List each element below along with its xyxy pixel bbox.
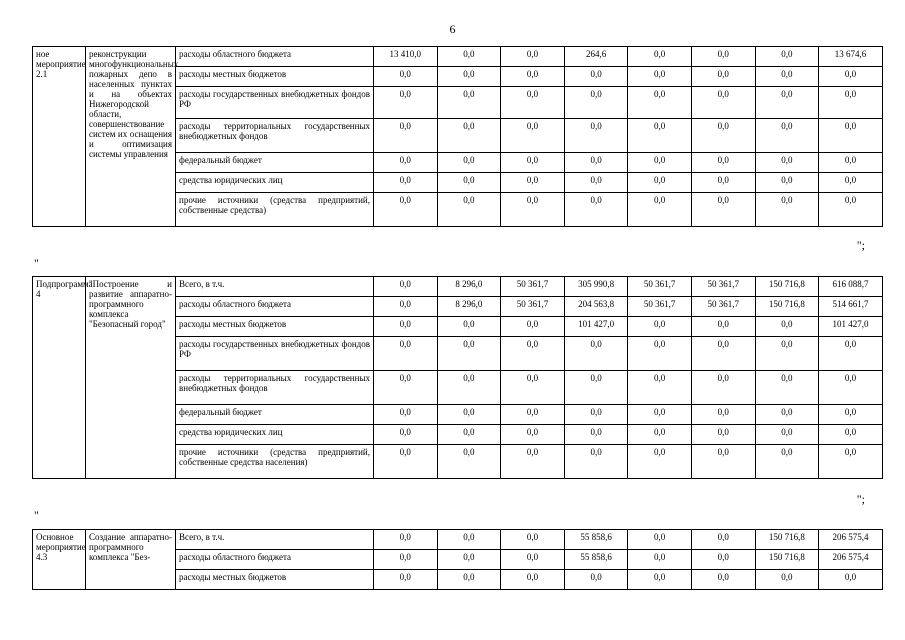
amount-cell: 0,0: [564, 153, 628, 173]
amount-cell: 0,0: [501, 425, 565, 445]
amount-cell: 0,0: [374, 67, 438, 87]
amount-cell: 0,0: [564, 67, 628, 87]
amount-cell: 0,0: [755, 371, 819, 405]
amount-cell: 0,0: [437, 550, 501, 570]
funding-source-label: Всего, в т.ч.: [176, 530, 374, 550]
amount-cell: 0,0: [564, 371, 628, 405]
amount-cell: 0,0: [501, 550, 565, 570]
amount-cell: 0,0: [437, 67, 501, 87]
funding-source-label: федеральный бюджет: [176, 153, 374, 173]
amount-cell: 0,0: [564, 405, 628, 425]
amount-cell: 0,0: [374, 405, 438, 425]
amount-cell: 514 661,7: [819, 297, 883, 317]
funding-source-label: расходы территориальных государственных внебюджетных фондов: [176, 119, 374, 153]
amount-cell: 0,0: [374, 530, 438, 550]
funding-source-label: средства юридических лиц: [176, 173, 374, 193]
amount-cell: 0,0: [691, 173, 755, 193]
amount-cell: 8 296,0: [437, 277, 501, 297]
amount-cell: 0,0: [564, 173, 628, 193]
amount-cell: 0,0: [628, 570, 692, 590]
amount-cell: 0,0: [819, 445, 883, 479]
amount-cell: 150 716,8: [755, 297, 819, 317]
amount-cell: 0,0: [564, 570, 628, 590]
amount-cell: 0,0: [374, 119, 438, 153]
amount-cell: 0,0: [755, 47, 819, 67]
program-description-cell: реконструкции многофункциональных пожарных депо в населенных пунктах и на объектах Нижегородской области, совершенствование систем их оснащения и оптимизация системы управления: [86, 47, 176, 227]
amount-cell: 50 361,7: [691, 297, 755, 317]
table-row: [33, 530, 883, 550]
amount-cell: 0,0: [628, 153, 692, 173]
closing-quote: ";: [856, 238, 865, 252]
amount-cell: 0,0: [691, 425, 755, 445]
amount-cell: 0,0: [437, 153, 501, 173]
amount-cell: 0,0: [691, 405, 755, 425]
amount-cell: 0,0: [564, 425, 628, 445]
funding-source-label: расходы местных бюджетов: [176, 317, 374, 337]
amount-cell: 204 563,8: [564, 297, 628, 317]
amount-cell: 0,0: [691, 530, 755, 550]
amount-cell: 0,0: [628, 193, 692, 227]
amount-cell: 0,0: [628, 173, 692, 193]
amount-cell: 0,0: [564, 119, 628, 153]
amount-cell: 0,0: [691, 317, 755, 337]
amount-cell: 0,0: [564, 87, 628, 119]
amount-cell: 0,0: [501, 153, 565, 173]
funding-source-label: расходы государственных внебюджетных фондов РФ: [176, 337, 374, 371]
funding-source-label: расходы местных бюджетов: [176, 67, 374, 87]
amount-cell: 0,0: [819, 67, 883, 87]
amount-cell: 0,0: [755, 445, 819, 479]
amount-cell: 0,0: [374, 445, 438, 479]
amount-cell: 0,0: [437, 445, 501, 479]
amount-cell: 0,0: [437, 337, 501, 371]
amount-cell: 0,0: [564, 193, 628, 227]
amount-cell: 0,0: [501, 317, 565, 337]
funding-source-label: расходы областного бюджета: [176, 297, 374, 317]
amount-cell: 0,0: [437, 47, 501, 67]
amount-cell: 305 990,8: [564, 277, 628, 297]
amount-cell: 0,0: [755, 153, 819, 173]
amount-cell: 0,0: [691, 337, 755, 371]
funding-source-label: расходы государственных внебюджетных фондов РФ: [176, 87, 374, 119]
amount-cell: 0,0: [819, 570, 883, 590]
closing-quote: ";: [856, 492, 865, 506]
amount-cell: 0,0: [501, 405, 565, 425]
amount-cell: 0,0: [564, 445, 628, 479]
amount-cell: 0,0: [819, 371, 883, 405]
amount-cell: 0,0: [628, 425, 692, 445]
amount-cell: 8 296,0: [437, 297, 501, 317]
funding-source-label: расходы областного бюджета: [176, 550, 374, 570]
program-description-cell: "Построение и развитие аппаратно-программного комплекса "Безопасный город": [86, 277, 176, 479]
amount-cell: 0,0: [819, 153, 883, 173]
amount-cell: 0,0: [628, 530, 692, 550]
amount-cell: 0,0: [628, 87, 692, 119]
opening-quote: ": [34, 508, 39, 522]
amount-cell: 0,0: [501, 445, 565, 479]
amount-cell: 0,0: [819, 337, 883, 371]
amount-cell: 13 674,6: [819, 47, 883, 67]
amount-cell: 0,0: [755, 173, 819, 193]
amount-cell: 206 575,4: [819, 530, 883, 550]
amount-cell: 0,0: [628, 445, 692, 479]
amount-cell: 0,0: [755, 67, 819, 87]
amount-cell: 0,0: [755, 193, 819, 227]
amount-cell: 0,0: [755, 425, 819, 445]
amount-cell: 0,0: [691, 47, 755, 67]
funding-source-label: федеральный бюджет: [176, 405, 374, 425]
amount-cell: 0,0: [819, 119, 883, 153]
amount-cell: 0,0: [437, 193, 501, 227]
amount-cell: 50 361,7: [501, 277, 565, 297]
amount-cell: 0,0: [691, 67, 755, 87]
amount-cell: 55 858,6: [564, 530, 628, 550]
amount-cell: 0,0: [501, 47, 565, 67]
program-name-cell: ное мероприятие 2.1: [33, 47, 86, 227]
amount-cell: 0,0: [437, 371, 501, 405]
table-row: [33, 277, 883, 297]
amount-cell: 0,0: [437, 570, 501, 590]
budget-table-subprogram-4: [32, 276, 883, 479]
opening-quote: ": [34, 256, 39, 270]
amount-cell: 0,0: [691, 371, 755, 405]
amount-cell: 0,0: [691, 153, 755, 173]
amount-cell: 0,0: [374, 317, 438, 337]
amount-cell: 150 716,8: [755, 277, 819, 297]
amount-cell: 0,0: [628, 405, 692, 425]
amount-cell: 0,0: [755, 405, 819, 425]
amount-cell: 0,0: [628, 371, 692, 405]
amount-cell: 0,0: [374, 87, 438, 119]
amount-cell: 0,0: [374, 277, 438, 297]
amount-cell: 0,0: [437, 87, 501, 119]
amount-cell: 0,0: [755, 317, 819, 337]
amount-cell: 0,0: [691, 87, 755, 119]
amount-cell: 0,0: [628, 550, 692, 570]
amount-cell: 0,0: [628, 317, 692, 337]
amount-cell: 0,0: [501, 371, 565, 405]
amount-cell: 0,0: [628, 67, 692, 87]
amount-cell: 0,0: [437, 317, 501, 337]
amount-cell: 0,0: [819, 193, 883, 227]
amount-cell: 0,0: [374, 193, 438, 227]
amount-cell: 0,0: [437, 119, 501, 153]
amount-cell: 0,0: [819, 87, 883, 119]
amount-cell: 0,0: [374, 371, 438, 405]
amount-cell: 0,0: [501, 119, 565, 153]
amount-cell: 0,0: [374, 550, 438, 570]
amount-cell: 0,0: [374, 425, 438, 445]
amount-cell: 0,0: [819, 425, 883, 445]
amount-cell: 0,0: [755, 87, 819, 119]
amount-cell: 0,0: [501, 570, 565, 590]
amount-cell: 206 575,4: [819, 550, 883, 570]
amount-cell: 0,0: [437, 173, 501, 193]
amount-cell: 50 361,7: [628, 297, 692, 317]
budget-table-activity-2-1: [32, 46, 883, 227]
amount-cell: 50 361,7: [691, 277, 755, 297]
amount-cell: 0,0: [691, 193, 755, 227]
amount-cell: 0,0: [755, 119, 819, 153]
budget-table-activity-4-3: [32, 529, 883, 590]
amount-cell: 0,0: [691, 550, 755, 570]
amount-cell: 0,0: [501, 337, 565, 371]
funding-source-label: расходы местных бюджетов: [176, 570, 374, 590]
amount-cell: 0,0: [628, 119, 692, 153]
table-row: [33, 47, 883, 67]
program-description-cell: Создание аппаратно-программного комплекса "Без-: [86, 530, 176, 590]
amount-cell: 101 427,0: [819, 317, 883, 337]
amount-cell: 0,0: [819, 405, 883, 425]
funding-source-label: прочие источники (средства предприятий, собственные средства): [176, 193, 374, 227]
amount-cell: 0,0: [691, 445, 755, 479]
amount-cell: 264,6: [564, 47, 628, 67]
amount-cell: 0,0: [437, 530, 501, 550]
amount-cell: 0,0: [691, 570, 755, 590]
amount-cell: 0,0: [501, 530, 565, 550]
amount-cell: 0,0: [374, 153, 438, 173]
amount-cell: 55 858,6: [564, 550, 628, 570]
amount-cell: 50 361,7: [628, 277, 692, 297]
amount-cell: 0,0: [564, 337, 628, 371]
amount-cell: 0,0: [374, 337, 438, 371]
amount-cell: 0,0: [628, 47, 692, 67]
amount-cell: 0,0: [437, 425, 501, 445]
funding-source-label: Всего, в т.ч.: [176, 277, 374, 297]
amount-cell: 101 427,0: [564, 317, 628, 337]
amount-cell: 0,0: [501, 87, 565, 119]
amount-cell: 0,0: [755, 337, 819, 371]
amount-cell: 0,0: [691, 119, 755, 153]
program-name-cell: Подпрограмма 4: [33, 277, 86, 479]
amount-cell: 0,0: [374, 297, 438, 317]
funding-source-label: расходы территориальных государственных внебюджетных фондов: [176, 371, 374, 405]
funding-source-label: средства юридических лиц: [176, 425, 374, 445]
page-number: 6: [449, 22, 456, 36]
amount-cell: 0,0: [374, 173, 438, 193]
amount-cell: 0,0: [819, 173, 883, 193]
funding-source-label: расходы областного бюджета: [176, 47, 374, 67]
amount-cell: 0,0: [501, 193, 565, 227]
amount-cell: 0,0: [374, 570, 438, 590]
amount-cell: 0,0: [501, 173, 565, 193]
amount-cell: 616 088,7: [819, 277, 883, 297]
amount-cell: 150 716,8: [755, 530, 819, 550]
amount-cell: 13 410,0: [374, 47, 438, 67]
amount-cell: 0,0: [755, 570, 819, 590]
amount-cell: 0,0: [501, 67, 565, 87]
amount-cell: 0,0: [628, 337, 692, 371]
amount-cell: 50 361,7: [501, 297, 565, 317]
program-name-cell: Основное мероприятие 4.3: [33, 530, 86, 590]
funding-source-label: прочие источники (средства предприятий, собственные средства населения): [176, 445, 374, 479]
amount-cell: 150 716,8: [755, 550, 819, 570]
amount-cell: 0,0: [437, 405, 501, 425]
